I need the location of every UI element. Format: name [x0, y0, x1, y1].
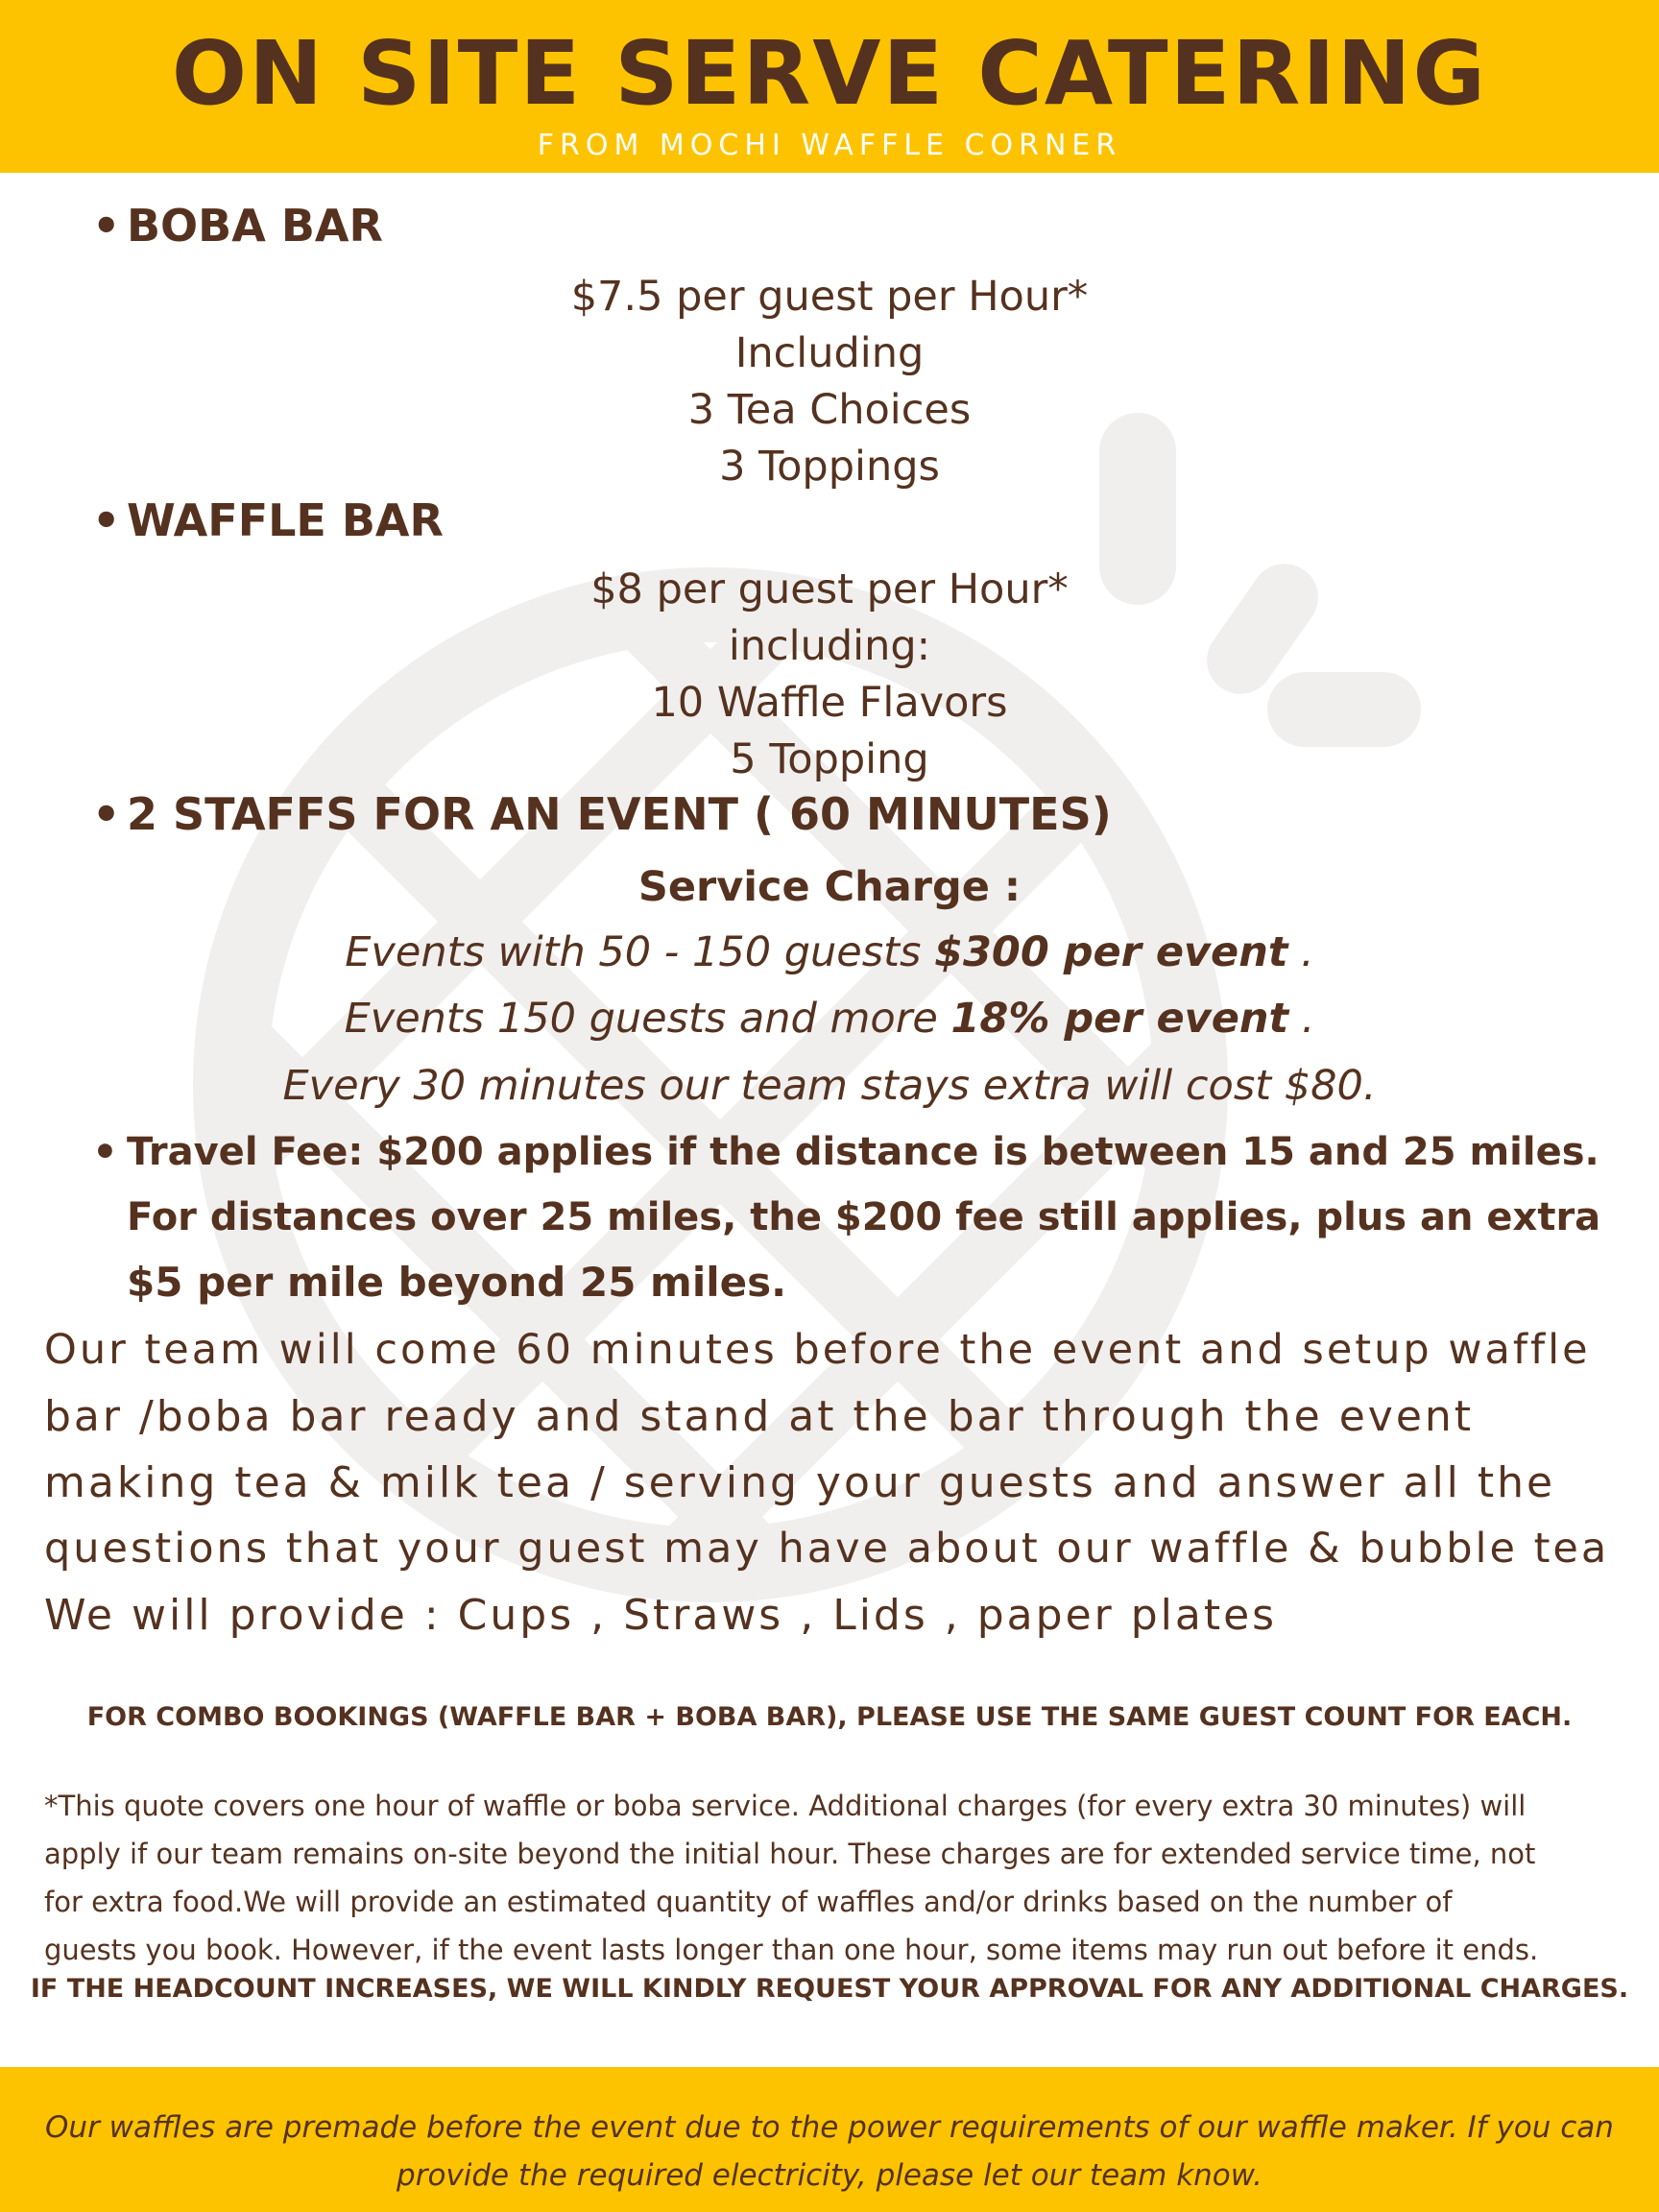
service-charge-line: Events with 50 - 150 guests $300 per event . — [345, 928, 1314, 976]
waffle-bar-heading: • WAFFLE BAR — [92, 492, 444, 549]
service-charge-line: Events 150 guests and more 18% per event . — [344, 995, 1315, 1043]
quote-note: *This quote covers one hour of waffle or boba service. Additional charges (for every extra 30 minutes) will apply if our team remains on-site beyond the initial hour. These charges are for extended service time, not for extra food.We will provide an estimated quantity of waffles and/or drinks based on the number of guests you book. However, if the event lasts longer than one hour, some items may run out before it ends. — [44, 1790, 1539, 1966]
boba-bar-line: Including — [734, 329, 925, 377]
combo-notice: FOR COMBO BOOKINGS (WAFFLE BAR + BOBA BAR), PLEASE USE THE SAME GUEST COUNT FOR EACH. — [86, 1702, 1573, 1732]
waffle-bar-line: 10 Waffle Flavors — [651, 679, 1008, 727]
team-paragraph: Our team will come 60 minutes before the event and setup waffle bar /boba bar ready and stand at the bar through the event making tea & milk tea / serving your guests and answer all the questions that your guest may have about our waffle & bubble tea We will provide : Cups , Straws , Lids , paper plates — [44, 1326, 1610, 1640]
staff-heading: • 2 STAFFS FOR AN EVENT ( 60 MINUTES) — [92, 785, 1112, 843]
bullet-icon: • — [92, 494, 121, 546]
footer-note: Our waffles are premade before the event due to the power requirements of our waffle maker. If you can provide the required electricity, please let our team know. — [45, 2110, 1614, 2193]
waffle-bar-price: $8 per guest per Hour* — [590, 565, 1069, 613]
boba-bar-price: $7.5 per guest per Hour* — [570, 273, 1089, 321]
footer-banner — [0, 2067, 1659, 2212]
bullet-icon: • — [92, 200, 121, 252]
travel-fee: • Travel Fee: $200 applies if the distance is between 15 and 25 miles. For distances over 25 miles, the $200 fee still applies, plus an extra $5 per mile beyond 25 miles. — [92, 1119, 1628, 1315]
waffle-bar-line: 5 Topping — [730, 735, 929, 783]
boba-bar-line: 3 Toppings — [719, 443, 940, 491]
waffle-bar-line: including: — [728, 622, 931, 670]
headcount-notice: IF THE HEADCOUNT INCREASES, WE WILL KINDLY REQUEST YOUR APPROVAL FOR ANY ADDITIONAL CHARGES. — [30, 1974, 1629, 2004]
bullet-icon: • — [92, 1128, 118, 1175]
page-subtitle: FROM MOCHI WAFFLE CORNER — [537, 129, 1122, 162]
page-title: ON SITE SERVE CATERING — [171, 22, 1488, 125]
service-charge-title: Service Charge : — [637, 863, 1022, 911]
boba-bar-heading: • BOBA BAR — [92, 197, 383, 254]
bullet-icon: • — [92, 788, 121, 840]
service-charge-line: Every 30 minutes our team stays extra will cost $80. — [282, 1062, 1377, 1110]
boba-bar-line: 3 Tea Choices — [687, 386, 972, 434]
